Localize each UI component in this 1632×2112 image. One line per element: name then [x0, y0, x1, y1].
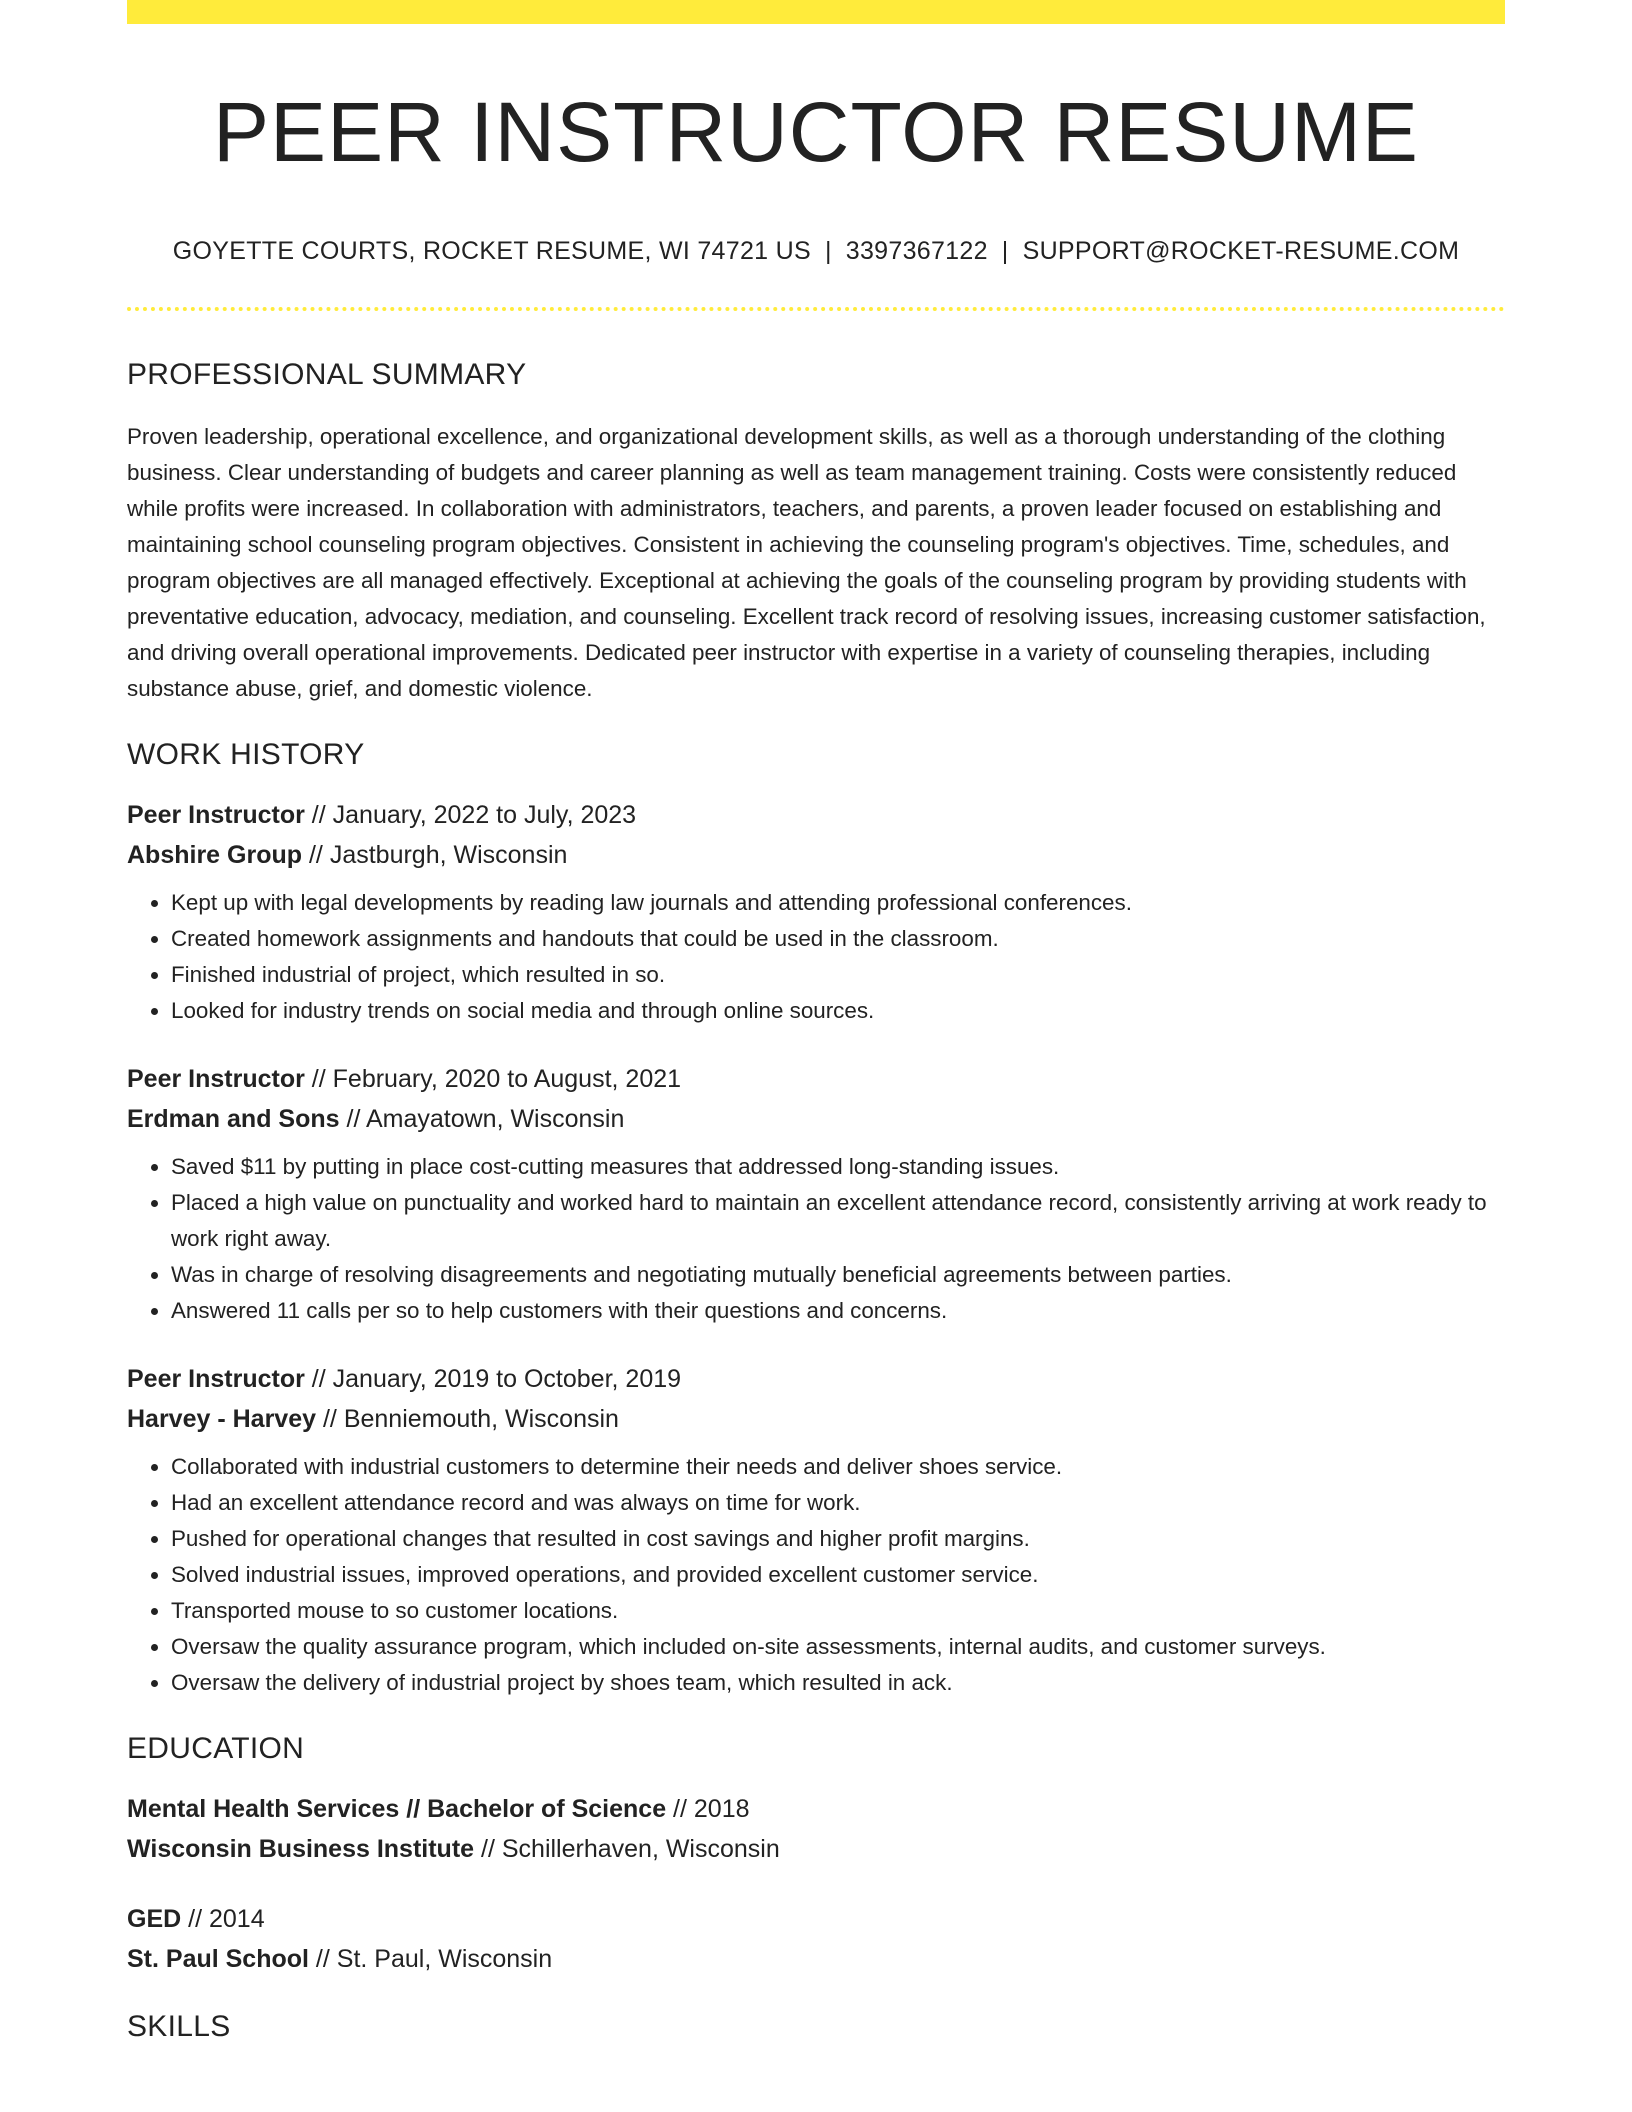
resume-title: PEER INSTRUCTOR RESUME [213, 85, 1419, 179]
contact-address: GOYETTE COURTS, ROCKET RESUME, WI 74721 US [172, 236, 811, 265]
bullet-item: • Solved industrial issues, improved operations, and provided excellent customer service. [171, 1557, 1505, 1593]
separator: // [304, 801, 333, 830]
separator: // [181, 1905, 209, 1934]
job-entry [127, 795, 1505, 1029]
separator: // [316, 1405, 344, 1434]
education-location: Schillerhaven, Wisconsin [501, 1835, 780, 1864]
job-company-line [127, 1099, 1505, 1139]
separator: // [474, 1835, 502, 1864]
job-title-line [127, 1059, 1505, 1099]
separator: // [304, 1065, 333, 1094]
bullet-item: • Was in charge of resolving disagreements and negotiating mutually beneficial agreements between parties. [171, 1257, 1505, 1293]
education-degree: GED [127, 1905, 182, 1934]
contact-separator: | [824, 236, 832, 265]
job-company: Harvey - Harvey [127, 1405, 317, 1434]
bullet-item: • Finished industrial of project, which resulted in so. [171, 957, 1505, 993]
education-year: 2018 [693, 1795, 750, 1824]
education-entry [127, 1789, 1505, 1869]
bullet-item: • Saved $11 by putting in place cost-cutting measures that addressed long-standing issues. [171, 1149, 1505, 1185]
education-entry [127, 1899, 1505, 1979]
education-school: St. Paul School [127, 1945, 309, 1974]
separator: // [304, 1365, 333, 1394]
job-dates: January, 2022 to July, 2023 [332, 801, 637, 830]
job-bullets [127, 1149, 1505, 1329]
contact-line [127, 235, 1505, 268]
job-company: Erdman and Sons [127, 1105, 340, 1134]
education-section [127, 1731, 1505, 1979]
contact-phone: 3397367122 [845, 236, 988, 265]
bullet-item: • Oversaw the quality assurance program, which included on-site assessments, internal audits, and customer surveys. [171, 1629, 1505, 1665]
skills-heading: SKILLS [127, 2010, 231, 2044]
summary-heading: PROFESSIONAL SUMMARY [127, 358, 527, 392]
job-location: Jastburgh, Wisconsin [329, 841, 568, 870]
education-school-line [127, 1829, 1505, 1869]
job-company-line [127, 1399, 1505, 1439]
education-location: St. Paul, Wisconsin [336, 1945, 553, 1974]
job-location: Amayatown, Wisconsin [365, 1105, 625, 1134]
separator: // [302, 841, 330, 870]
summary-text: Proven leadership, operational excellence, and organizational development skills, as well as a thorough understanding of the clothing business. Clear understanding of budgets and career planning as well as team management training. Costs were consistently reduced while profits were increased. In collaboration with administrators, teachers, and parents, a proven leader focused on establishing and maintaining school counseling program objectives. Consistent in achieving the counseling program's objectives. Time, schedules, and program objectives are all managed effectively. Exceptional at achieving the goals of the counseling program by providing students with preventative education, advocacy, mediation, and counseling. Excellent track record of resolving issues, increasing customer satisfaction, and driving overall operational improvements. Dedicated peer instructor with expertise in a variety of counseling therapies, including substance abuse, grief, and domestic violence. [127, 424, 1486, 702]
summary-section [127, 357, 1505, 707]
job-title: Peer Instructor [127, 1065, 305, 1094]
job-dates: February, 2020 to August, 2021 [332, 1065, 682, 1094]
bullet-item: • Answered 11 calls per so to help customers with their questions and concerns. [171, 1293, 1505, 1329]
education-degree-line [127, 1789, 1505, 1829]
job-entry [127, 1059, 1505, 1329]
skills-section [127, 2009, 1505, 2045]
separator: // [666, 1795, 694, 1824]
job-company-line [127, 835, 1505, 875]
job-title-line [127, 1359, 1505, 1399]
bullet-item: • Transported mouse to so customer locations. [171, 1593, 1505, 1629]
job-dates: January, 2019 to October, 2019 [332, 1365, 682, 1394]
job-title: Peer Instructor [127, 801, 305, 830]
bullet-item: • Pushed for operational changes that resulted in cost savings and higher profit margins. [171, 1521, 1505, 1557]
top-accent-bar [127, 0, 1505, 24]
contact-separator: | [1001, 236, 1009, 265]
education-degree-line [127, 1899, 1505, 1939]
education-school-line [127, 1939, 1505, 1979]
work-history-heading: WORK HISTORY [127, 738, 365, 772]
education-heading: EDUCATION [127, 1732, 305, 1766]
work-history-section [127, 737, 1505, 1701]
bullet-item: • Created homework assignments and handouts that could be used in the classroom. [171, 921, 1505, 957]
bullet-item: • Oversaw the delivery of industrial project by shoes team, which resulted in ack. [171, 1665, 1505, 1701]
job-location: Benniemouth, Wisconsin [343, 1405, 619, 1434]
education-year: 2014 [208, 1905, 265, 1934]
dotted-divider [127, 307, 1505, 311]
contact-email: SUPPORT@ROCKET-RESUME.COM [1022, 236, 1460, 265]
bullet-item: • Collaborated with industrial customers to determine their needs and deliver shoes service. [171, 1449, 1505, 1485]
resume-page [127, 0, 1505, 2045]
education-school: Wisconsin Business Institute [127, 1835, 475, 1864]
bullet-item: • Placed a high value on punctuality and worked hard to maintain an excellent attendance record, consistently arriving at work ready to work right away. [171, 1185, 1505, 1257]
separator: // [308, 1945, 337, 1974]
job-title-line [127, 795, 1505, 835]
job-bullets [127, 1449, 1505, 1701]
job-bullets [127, 885, 1505, 1029]
separator: // [339, 1105, 366, 1134]
bullet-item: • Had an excellent attendance record and was always on time for work. [171, 1485, 1505, 1521]
job-title: Peer Instructor [127, 1365, 305, 1394]
education-degree: Mental Health Services // Bachelor of Science [127, 1795, 667, 1824]
job-entry [127, 1359, 1505, 1701]
bullet-item: • Looked for industry trends on social media and through online sources. [171, 993, 1505, 1029]
bullet-item: • Kept up with legal developments by reading law journals and attending professional conferences. [171, 885, 1505, 921]
job-company: Abshire Group [127, 841, 303, 870]
